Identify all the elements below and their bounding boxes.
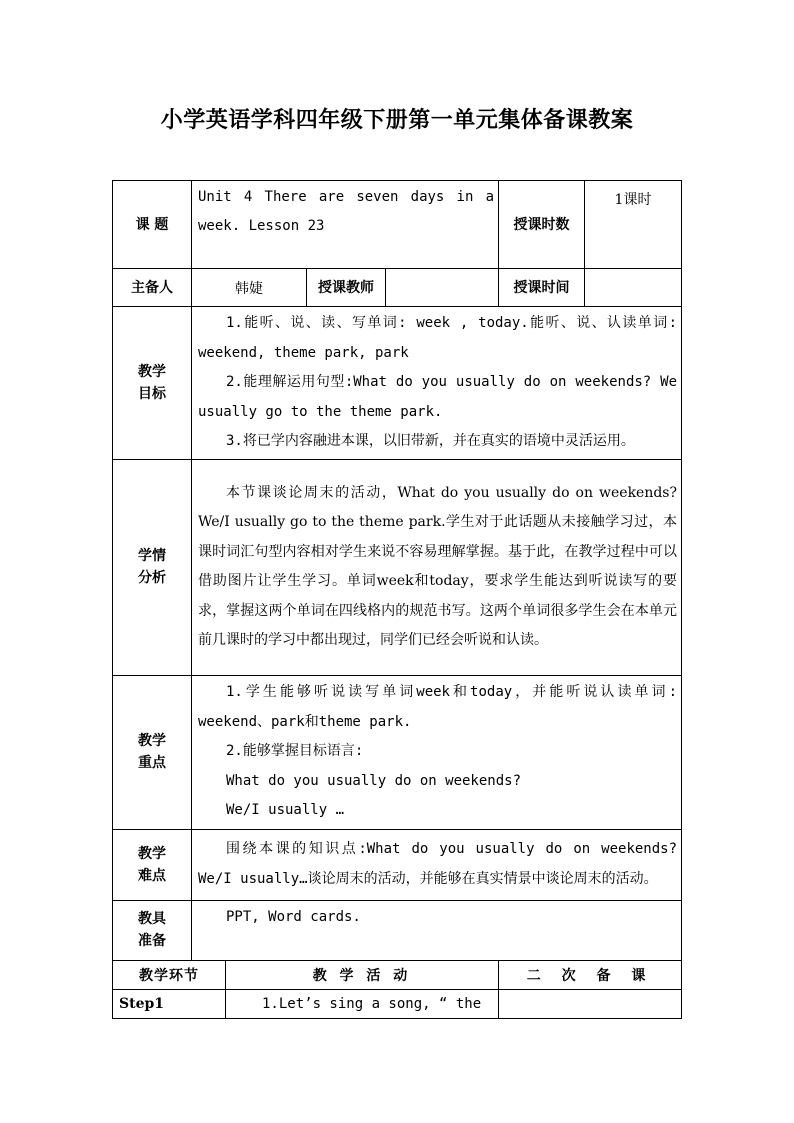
- analysis-content: [192, 459, 682, 675]
- key-point-item: 1.学生能够听说读写单词week和today，并能听说认读单词: weekend、park和theme park.: [198, 684, 678, 730]
- lesson-plan-table: [112, 180, 682, 1019]
- objective-item: 1.能听、说、读、写单词: week , today.能听、说、认读单词: weekend, theme park, park: [198, 315, 678, 361]
- lead-preparer-value: 韩婕: [192, 269, 307, 307]
- row-procedure-header: [113, 960, 682, 989]
- key-points-content: [192, 675, 682, 829]
- objective-item: 2.能理解运用句型:What do you usually do on weekends? We usually go to the theme park.: [198, 374, 678, 420]
- teacher-value: [386, 269, 499, 307]
- topic-label: 课 题: [113, 181, 192, 269]
- teacher-label: 授课教师: [307, 269, 386, 307]
- document-title: 小学英语学科四年级下册第一单元集体备课教案: [160, 107, 634, 133]
- step1-second-prep: [499, 989, 682, 1018]
- activities-header: 教 学 活 动: [226, 960, 499, 989]
- hours-value: 1课时: [585, 181, 682, 269]
- key-point-line: We/I usually …: [226, 802, 345, 819]
- hours-label: 授课时数: [499, 181, 585, 269]
- row-materials: [113, 900, 682, 960]
- time-label: 授课时间: [499, 269, 585, 307]
- materials-text: PPT, Word cards.: [226, 908, 361, 925]
- row-step1: [113, 989, 682, 1018]
- row-key-points: [113, 675, 682, 829]
- lead-preparer-label: 主备人: [113, 269, 192, 307]
- materials-label: 教具 准备: [113, 900, 192, 960]
- key-point-item: 2.能够掌握目标语言:: [226, 743, 364, 760]
- row-analysis: [113, 459, 682, 675]
- difficulties-label: 教学 难点: [113, 829, 192, 900]
- objective-item: 3.将已学内容融进本课，以旧带新，并在真实的语境中灵活运用。: [226, 433, 635, 449]
- row-staff: [113, 269, 682, 307]
- objectives-content: [192, 307, 682, 460]
- difficulties-text: 围绕本课的知识点:What do you usually do on weekends? We/I usually…谈论周末的活动，并能够在真实情景中谈论周末的活动。: [198, 841, 678, 887]
- topic-value: Unit 4 There are seven days in a week. Lesson 23: [192, 181, 499, 269]
- objectives-label: 教学 目标: [113, 307, 192, 460]
- time-value: [585, 269, 682, 307]
- row-topic: [113, 181, 682, 269]
- stage-header: 教学环节: [113, 960, 226, 989]
- key-point-line: What do you usually do on weekends?: [226, 772, 522, 789]
- analysis-label: 学情 分析: [113, 459, 192, 675]
- difficulties-content: [192, 829, 682, 900]
- materials-content: [192, 900, 682, 960]
- second-prep-header: 二 次 备 课: [499, 960, 682, 989]
- step1-activity: 1.Let’s sing a song, “ the: [226, 989, 499, 1018]
- analysis-text: 本节课谈论周末的活动，What do you usually do on weekends? We/I usually go to the theme park.学生对于此话题从未接触学习过，本课时词汇句型内容相对学生来说不容易理解掌握。基于此，在教学过程中可以借助图片让学生学习。单词week和today，要求学生能达到听说读写的要求，掌握这两个单词在四线格内的规范书写。这两个单词很多学生会在本单元前几课时的学习中都出现过，同学们已经会听说和认读。: [198, 484, 678, 648]
- row-difficulties: [113, 829, 682, 900]
- row-objectives: [113, 307, 682, 460]
- key-points-label: 教学 重点: [113, 675, 192, 829]
- step1-stage: Step1: [113, 989, 226, 1018]
